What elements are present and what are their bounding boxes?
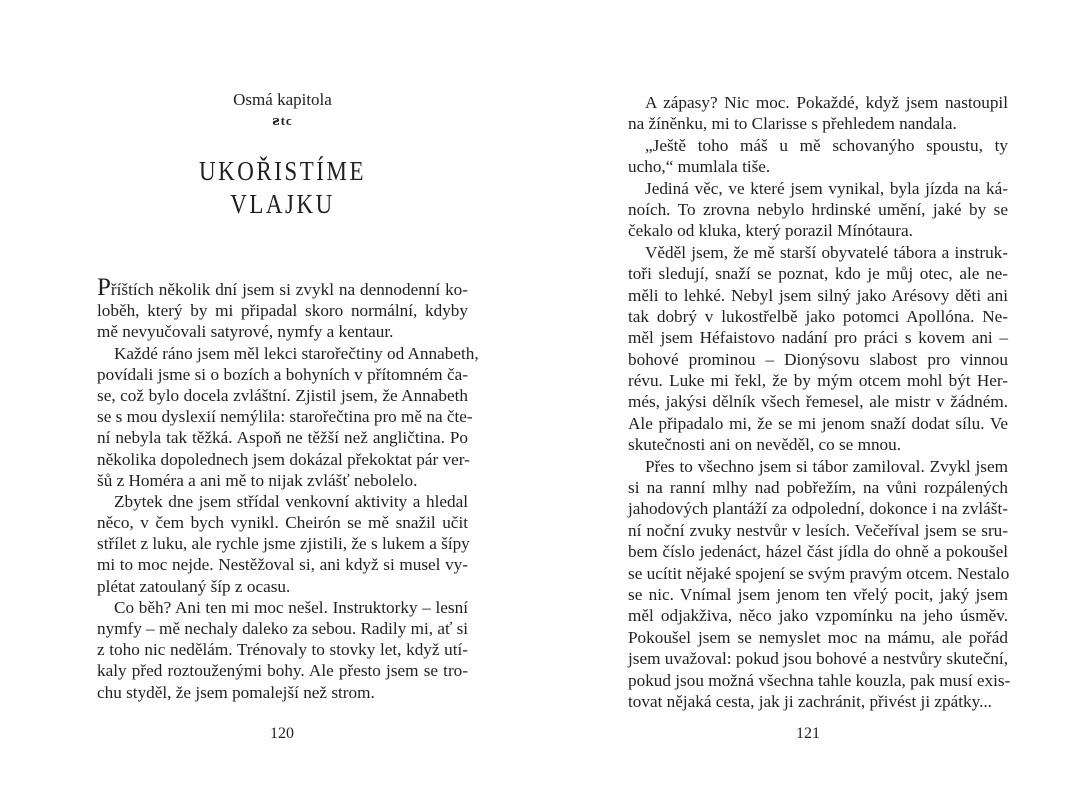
chapter-title-line: VLAJKU — [230, 189, 335, 219]
text-line: Zbytek dne jsem střídal venkovní aktivity a hledal — [114, 491, 468, 511]
text-line: střílet z luku, ale rychle jsme zjistili, že s lukem a šípy — [97, 534, 470, 554]
body-text — [628, 92, 1011, 712]
text-line: Jediná věc, ve které jsem vynikal, byla jízda na ká- — [645, 178, 1008, 198]
text-line: čekalo od kluka, který porazil Mínótaura. — [628, 221, 913, 241]
text-line: si na ranní mlhy nad pobřežím, na vůni rozpálených — [628, 478, 1008, 498]
text-line: povídali jsme si o bozích a bohyních v přítomném ča- — [97, 364, 468, 384]
text-line: A zápasy? Nic moc. Pokaždé, když jsem nastoupil — [645, 93, 1008, 112]
text-line: mě nevyučovali satyrové, nymfy a kentaur. — [97, 322, 394, 342]
text-line: měl odjakživa, něco jako vzpomínku na jeho úsměv. — [628, 606, 1008, 626]
text-line: més, jakýsi dělník všech řemesel, ale mistr v žádném. — [628, 392, 1008, 412]
text-line: bem číslo jedenáct, házel část jídla do ohně a pokoušel — [628, 542, 1008, 562]
text-line: z toho nic nedělám. Trénovaly to stovky let, když utí- — [97, 640, 468, 660]
text-line: jsem uvažoval: pokud jsou bohové a nestvůry skuteční, — [628, 649, 1008, 669]
text-line: chu styděl, že jsem pomalejší než strom. — [97, 682, 375, 702]
text-line: ní nebyla tak těžká. Aspoň ne těžší než angličtina. Po — [97, 428, 468, 448]
text-line: něco, v čem bych vynikl. Cheirón se mě snažil učit — [97, 513, 468, 533]
text-line: „Ještě toho máš u mě schovanýho spoustu, ty — [645, 135, 1008, 155]
text-line: révu. Luke mi řekl, že by mým otcem mohl být Her- — [628, 371, 1008, 391]
text-line: na žíněnku, mi to Clarisse s přehledem nandala. — [628, 114, 957, 134]
text-line: jahodových plantáží za odpolední, dokonce i na zvlášt- — [628, 499, 1008, 519]
chapter-label: Osmá kapitola — [233, 90, 332, 109]
text-line: šů z Homéra a ani mě to nijak zvlášť nebolelo. — [97, 470, 418, 490]
text-line — [97, 274, 468, 301]
text-line: měli to lehké. Nebyl jsem silný jako Arésovy děti ani — [628, 285, 1008, 305]
text-line: několika dopolednech jsem dokázal překoktat pár ver- — [97, 449, 470, 469]
text-line: pokud jsou možná všechna tahle kouzla, pak musí exis- — [628, 670, 1011, 690]
text-line: Ale připadalo mi, že se mi jenom snaží dodat sílu. Ve — [628, 413, 1008, 433]
text-line: nymfy – mě nechaly daleko za sebou. Radily mi, ať si — [97, 619, 469, 638]
text-line: Každé ráno jsem měl lekci starořečtiny od Annabeth, — [114, 343, 479, 363]
page-number-left: 120 — [270, 725, 294, 742]
ornament-icon: ꙅtϲ — [272, 113, 293, 128]
text-line: Pokoušel jsem se nemyslet moc na mámu, ale pořád — [628, 627, 1008, 647]
text-line: loběh, který by mi připadal skoro normální, kdyby — [97, 301, 468, 321]
text-line: měl jsem Héfaistovo nadání pro práci s kovem ani – — [628, 328, 1008, 348]
text-line: se ucítit nějaké spojení se svým pravým otcem. Nestalo — [628, 563, 1010, 583]
text-line: Věděl jsem, že mě starší obyvatelé tábora a instruk- — [645, 242, 1008, 262]
text-line: ní noční zvuky nestvůr v lesích. Večeříval jsem se sru- — [628, 520, 1008, 540]
text-line: bohové prominou – Dionýsovu slabost pro vinnou — [628, 349, 1008, 369]
body-text — [97, 274, 479, 703]
text-line: plétat zatoulaný šíp z ocasu. — [97, 576, 291, 596]
line-text: říštích několik dní jsem si zvykl na dennodenní ko- — [110, 280, 468, 299]
text-line: kaly před roztouženými bohy. Ale přesto jsem se tro- — [97, 661, 468, 681]
text-line: se nic. Vnímal jsem jenom ten vřelý pocit, jaký jsem — [628, 584, 1008, 604]
text-line: se, což bylo docela zvláštní. Zjistil jsem, že Annabeth — [97, 385, 468, 405]
text-line: tak dobrý v lukostřelbě jako potomci Apollóna. Ne- — [628, 306, 1008, 326]
text-line: mi to moc nejde. Nestěžoval si, ani když si musel vy- — [97, 555, 468, 575]
text-line: toři sledují, snaží se poznat, kdo je můj otec, ale ne- — [628, 264, 1008, 284]
text-line: tovat nějaká cesta, jak ji zachránit, přivést ji zpátky... — [628, 691, 992, 711]
chapter-title-line: UKOŘISTÍME — [198, 156, 367, 186]
text-line: se s mou dyslexií nemýlila: starořečtina pro mě na čte- — [97, 407, 473, 427]
page-number-right: 121 — [796, 725, 820, 742]
text-line: skutečnosti ani on nevěděl, co se mnou. — [628, 435, 902, 455]
text-line: Přes to všechno jsem si tábor zamiloval. Zvykl jsem — [645, 456, 1008, 476]
text-line: Co běh? Ani ten mi moc nešel. Instruktorky – lesní — [114, 597, 468, 617]
text-line: ucho,“ mumlala tiše. — [628, 157, 771, 177]
drop-cap: P — [97, 274, 111, 301]
text-line: noích. To zrovna nebylo hrdinské umění, jaké by se — [628, 199, 1008, 219]
